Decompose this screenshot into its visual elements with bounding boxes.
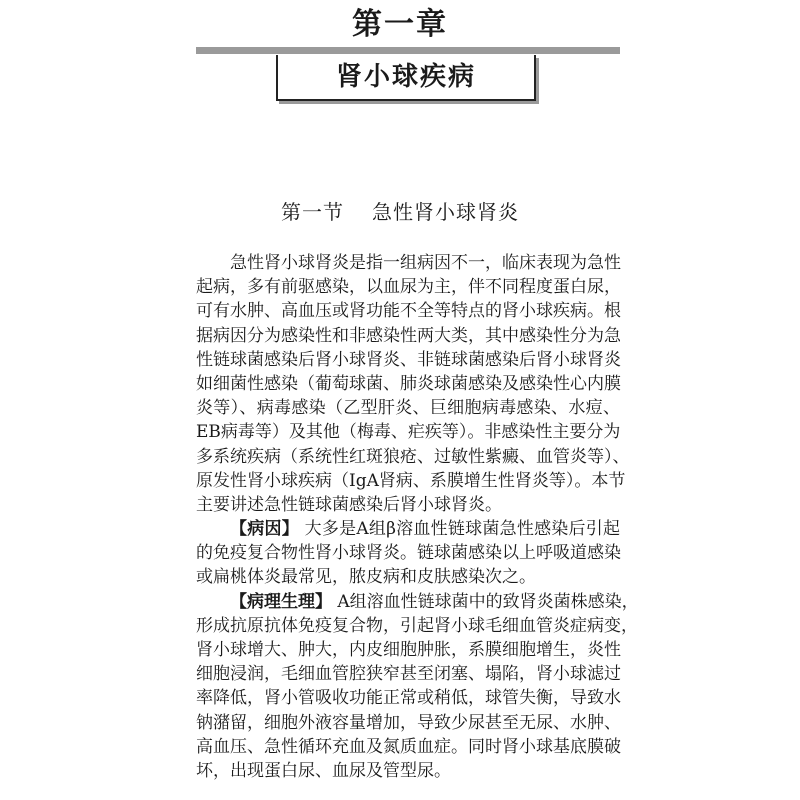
text-line [196,590,639,614]
subsection-heading [0,197,800,227]
section-title-box [276,55,536,101]
pathophysiology-paragraph [196,590,639,784]
body-text [196,251,639,783]
etiology-heading: 【病因】 [230,519,299,540]
subsection-number: 第一节 [281,200,344,224]
text-line: 形成抗原抗体免疫复合物，引起肾小球毛细血管炎症病变， [196,615,638,636]
text-line: 如细菌性感染（葡萄球菌、肺炎球菌感染及感染性心内膜 [196,373,621,394]
text-line [196,517,620,541]
chapter-divider [196,47,620,54]
text-line: 高血压、急性循环充血及氮质血症。同时肾小球基底膜破 [196,736,621,757]
pathophysiology-heading: 【病理生理】 [230,591,332,612]
etiology-first-line: 大多是A组β溶血性链球菌急性感染后引起 [304,519,621,540]
text-line: 性链球菌感染后肾小球肾炎、非链球菌感染后肾小球肾炎 [196,349,621,370]
text-line: 可有水肿、高血压或肾功能不全等特点的肾小球疾病。根 [196,301,621,322]
text-line: 多系统疾病（系统性红斑狼疮、过敏性紫癜、血管炎等）、 [196,446,630,467]
text-line: 主要讲述急性链球菌感染后肾小球肾炎。 [196,494,502,515]
text-line: 起病，多有前驱感染，以血尿为主，伴不同程度蛋白尿， [196,277,621,298]
text-line: 率降低，肾小管吸收功能正常或稍低，球管失衡，导致水 [196,688,621,709]
text-line: 炎等）、病毒感染（乙型肝炎、巨细胞病毒感染、水痘、 [196,398,620,419]
text-line: 钠潴留，细胞外液容量增加，导致少尿甚至无尿、水肿、 [196,712,621,733]
section-title: 肾小球疾病 [335,62,476,92]
text-line: 或扁桃体炎最常见，脓皮病和皮肤感染次之。 [196,567,536,588]
text-line: 细胞浸润，毛细血管腔狭窄甚至闭塞、塌陷，肾小球滤过 [196,664,621,685]
etiology-paragraph [196,517,620,590]
text-line: 原发性肾小球疾病（IgA肾病、系膜增生性肾炎等）。本节 [196,470,626,491]
text-line: 的免疫复合物性肾小球肾炎。链球菌感染以上呼吸道感染 [196,543,621,564]
text-line: EB病毒等）及其他（梅毒、疟疾等）。非感染性主要分为 [196,422,621,443]
pathophysiology-first-line: A组溶血性链球菌中的致肾炎菌株感染， [337,591,639,612]
text-line: 坏，出现蛋白尿、血尿及管型尿。 [196,760,451,781]
intro-paragraph [196,251,630,517]
text-line: 肾小球增大、肿大，内皮细胞肿胀，系膜细胞增生，炎性 [196,640,621,660]
text-line: 急性肾小球肾炎是指一组病因不一，临床表现为急性 [230,253,621,273]
subsection-title: 急性肾小球肾炎 [372,200,519,224]
chapter-title: 第一章 [352,7,448,42]
text-line: 据病因分为感染性和非感染性两大类，其中感染性分为急 [196,325,621,346]
